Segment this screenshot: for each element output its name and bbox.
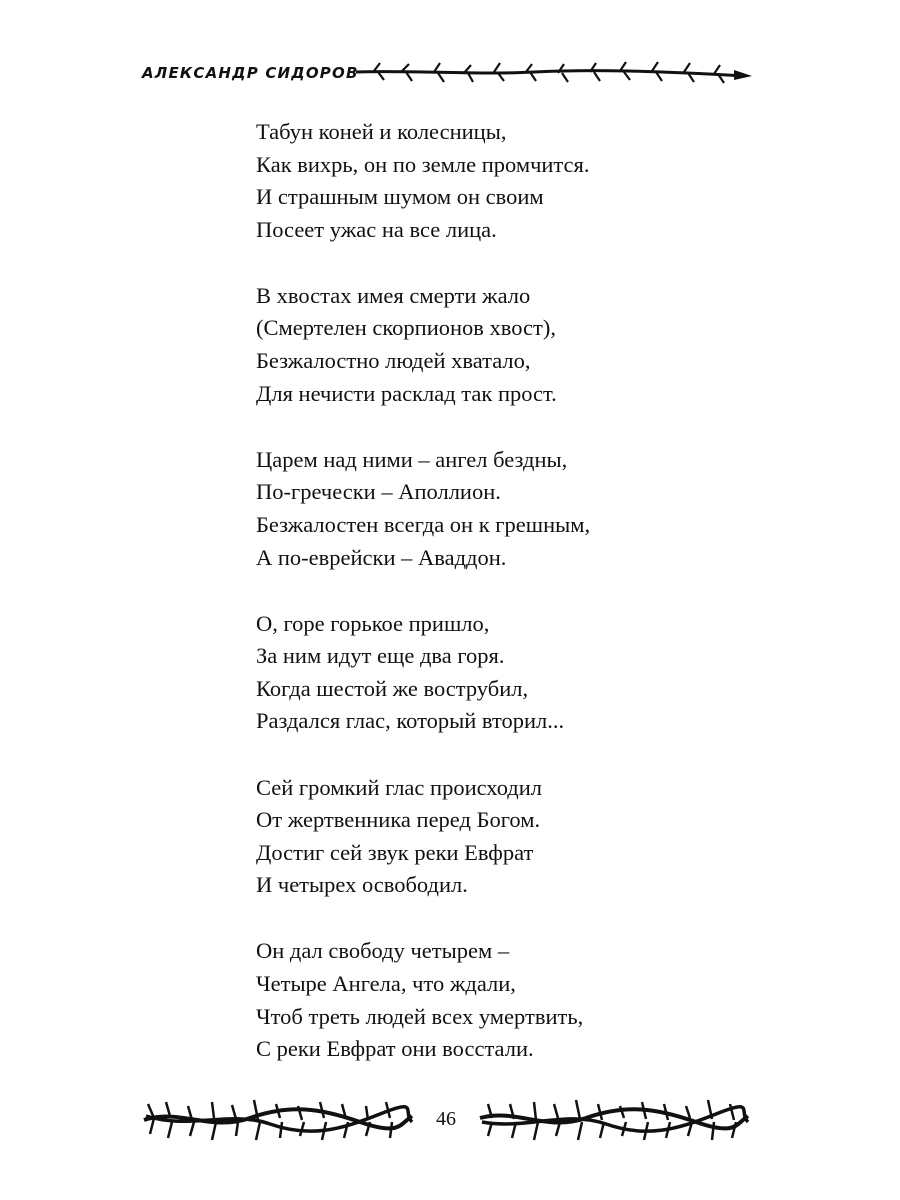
poem-line: Посеет ужас на все лица.: [256, 216, 497, 242]
stanza: [256, 608, 696, 738]
poem-line: И страшным шумом он своим: [256, 184, 544, 210]
poem-line: За ним идут еще два горя.: [256, 643, 505, 669]
thorn-vine-ornament-left: [140, 1094, 416, 1146]
thorn-vine-ornament-right: [476, 1094, 752, 1146]
stanza: [256, 444, 696, 574]
poem-line: Раздался глас, который вторил...: [256, 708, 565, 734]
running-header: [142, 58, 752, 92]
poem-line: Чтоб треть людей всех умертвить,: [256, 1003, 584, 1029]
stanza: [256, 935, 696, 1065]
author-name: АЛЕКСАНДР СИДОРОВ: [142, 64, 359, 82]
thorn-vine-ornament-header: [354, 58, 754, 92]
poem-line: Табун коней и колесницы,: [256, 119, 507, 144]
poem-line: Четыре Ангела, что ждали,: [256, 970, 516, 996]
poem-line: Безжалостен всегда он к грешным,: [256, 511, 591, 537]
poem-line: Достиг сей звук реки Евфрат: [256, 839, 534, 865]
poem-line: От жертвенника перед Богом.: [256, 807, 541, 833]
poem-line: Сей громкий глас происходил: [256, 774, 543, 800]
poem-line: О, горе горькое пришло,: [256, 610, 490, 636]
poem-line: Для нечисти расклад так прост.: [256, 380, 557, 406]
poem-line: Когда шестой же вострубил,: [256, 675, 529, 701]
poem-line: А по-еврейски – Аваддон.: [256, 544, 507, 570]
poem-line: Он дал свободу четырем –: [256, 938, 510, 964]
page-footer: [140, 1094, 752, 1146]
stanza: [256, 280, 696, 410]
stanza: [256, 772, 696, 902]
poem-line: И четырех освободил.: [256, 872, 468, 898]
stanza: [256, 116, 696, 246]
poem-line: Как вихрь, он по земле промчится.: [256, 151, 590, 177]
poem-line: Безжалостно людей хватало,: [256, 348, 531, 374]
poem-line: По-гречески – Аполлион.: [256, 479, 501, 505]
poem-body: [256, 116, 696, 1099]
poem-line: Царем над ними – ангел бездны,: [256, 446, 568, 472]
poem-line: В хвостах имея смерти жало: [256, 282, 531, 308]
poem-line: С реки Евфрат они восстали.: [256, 1036, 534, 1062]
poem-line: (Смертелен скорпионов хвост),: [256, 315, 556, 341]
page-number: 46: [436, 1108, 456, 1130]
